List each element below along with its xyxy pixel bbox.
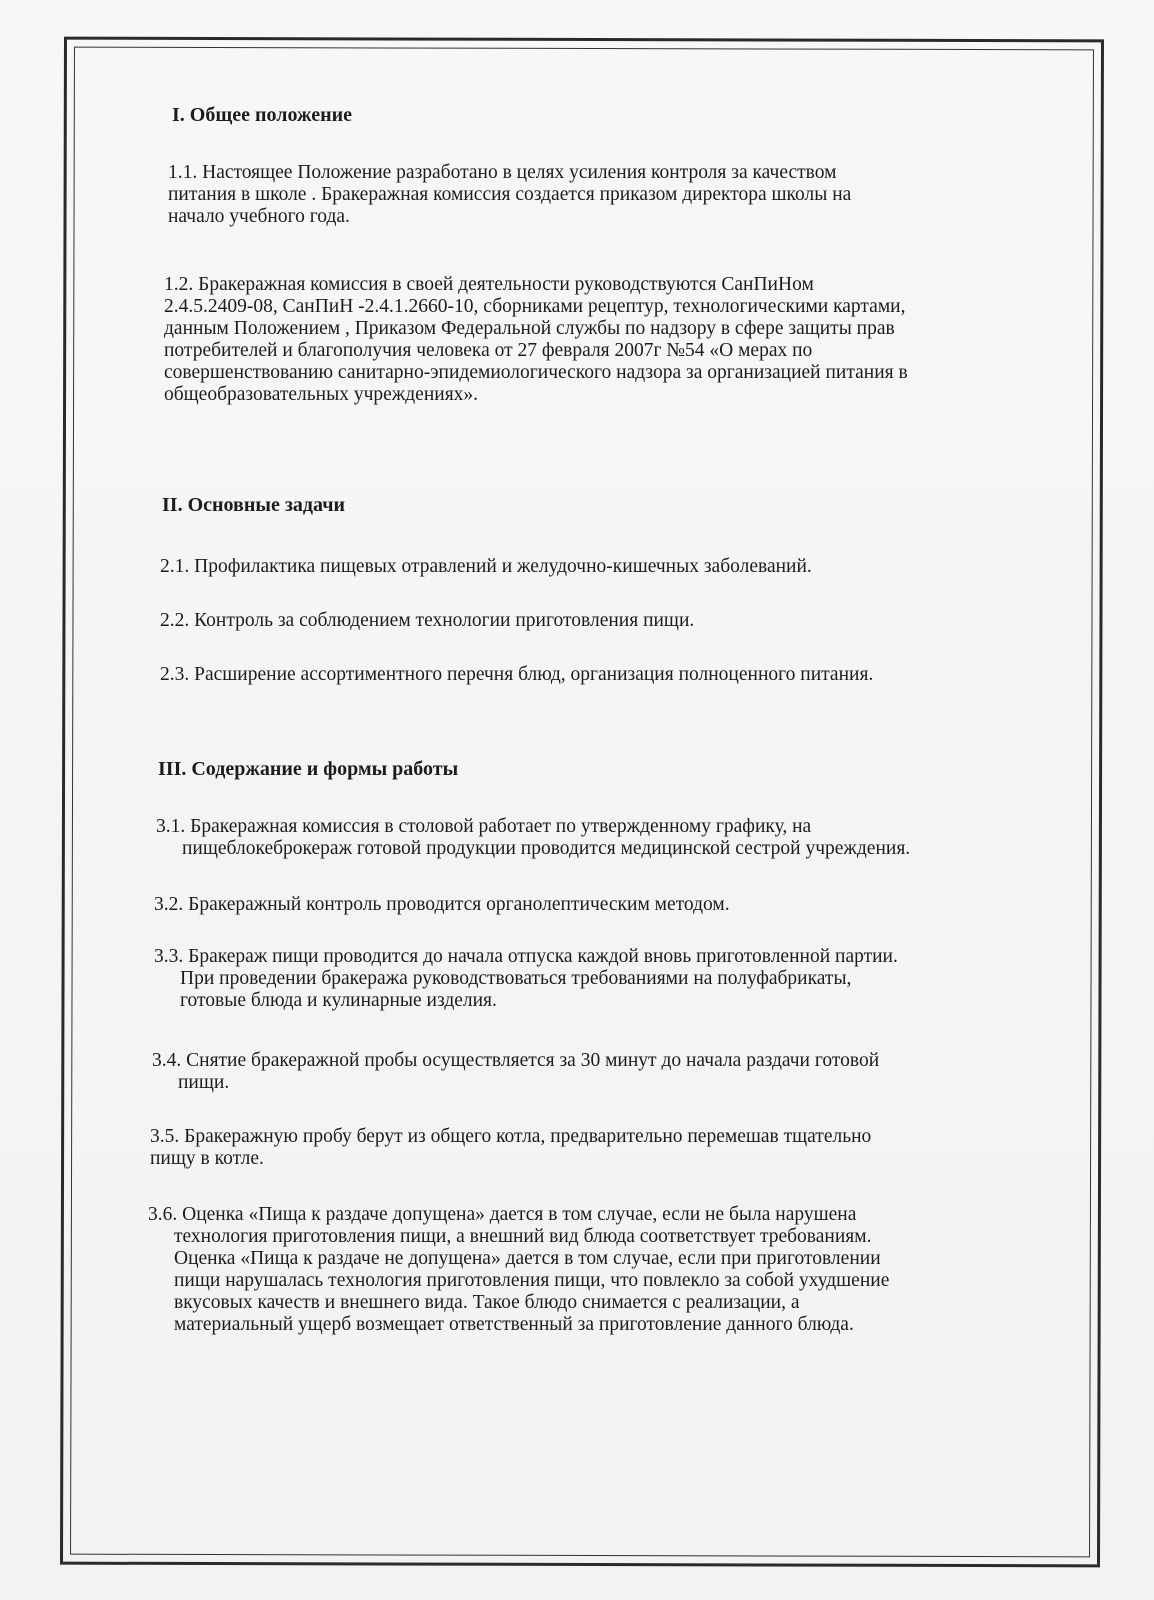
text-line: 1.1. Настоящее Положение разработано в целях усиления контроля за качеством	[168, 162, 837, 183]
text-line: 3.6. Оценка «Пища к раздаче допущена» дается в том случае, если не была нарушена	[148, 1204, 857, 1225]
text-line: потребителей и благополучия человека от 27 февраля 2007г №54 «О мерах по	[164, 340, 813, 361]
section-heading-2: II. Основные задачи	[162, 494, 345, 516]
text-line: При проведении бракеража руководствоваться требованиями на полуфабрикаты,	[180, 968, 852, 989]
paragraph-2-3: 2.3. Расширение ассортиментного перечня блюд, организация полноценного питания.	[160, 664, 874, 685]
paragraph-1-2	[164, 274, 1034, 406]
text-line: 3.5. Бракеражную пробу берут из общего котла, предварительно перемешав тщательно	[150, 1126, 872, 1147]
text-line: начало учебного года.	[168, 206, 350, 227]
paragraph-3-3	[154, 946, 1034, 1012]
text-line: пищу в котле.	[150, 1148, 264, 1169]
paragraph-2-1: 2.1. Профилактика пищевых отравлений и желудочно-кишечных заболеваний.	[160, 556, 812, 577]
paragraph-2-2: 2.2. Контроль за соблюдением технологии приготовления пищи.	[160, 610, 695, 631]
section-heading-1: I. Общее положение	[172, 104, 352, 126]
text-line: технология приготовления пищи, а внешний вид блюда соответствует требованиям.	[174, 1226, 872, 1247]
paragraph-3-4	[152, 1050, 1032, 1094]
text-line: питания в школе . Бракеражная комиссия создается приказом директора школы на	[168, 184, 852, 205]
section-heading-3: III. Содержание и формы работы	[158, 758, 459, 780]
text-line: пищи.	[178, 1072, 230, 1093]
text-line: материальный ущерб возмещает ответственный за приготовление данного блюда.	[174, 1314, 854, 1335]
text-line: Оценка «Пища к раздаче не допущена» дается в том случае, если при приготовлении	[174, 1248, 881, 1269]
text-line: 1.2. Бракеражная комиссия в своей деятельности руководствуются СанПиНом	[164, 274, 814, 295]
text-line: 3.1. Бракеражная комиссия в столовой работает по утвержденному графику, на	[156, 816, 812, 837]
paragraph-3-1	[156, 816, 1036, 860]
text-line: пищи нарушалась технология приготовления пищи, что повлекло за собой ухудшение	[174, 1270, 890, 1291]
text-line: вкусовых качеств и внешнего вида. Такое блюдо снимается с реализации, а	[174, 1292, 800, 1313]
text-line: готовые блюда и кулинарные изделия.	[180, 990, 497, 1011]
text-line: данным Положением , Приказом Федеральной службы по надзору в сфере защиты прав	[164, 318, 895, 339]
paragraph-3-5	[150, 1126, 1020, 1170]
text-line: пищеблокеброкераж готовой продукции проводится медицинской сестрой учреждения.	[182, 838, 911, 859]
text-line: общеобразовательных учреждениях».	[164, 384, 479, 405]
paragraph-3-6	[148, 1204, 1018, 1336]
paragraph-3-2: 3.2. Бракеражный контроль проводится органолептическим методом.	[154, 894, 730, 915]
text-line: 3.4. Снятие бракеражной пробы осуществляется за 30 минут до начала раздачи готовой	[152, 1050, 880, 1071]
page-border	[60, 37, 1104, 1568]
paragraph-1-1	[168, 162, 1018, 228]
text-line: совершенствованию санитарно-эпидемиологического надзора за организацией питания в	[164, 362, 908, 383]
text-line: 3.3. Бракераж пищи проводится до начала отпуска каждой вновь приготовленной партии.	[154, 946, 898, 967]
text-line: 2.4.5.2409-08, СанПиН -2.4.1.2660-10, сборниками рецептур, технологическими картами,	[164, 296, 906, 317]
